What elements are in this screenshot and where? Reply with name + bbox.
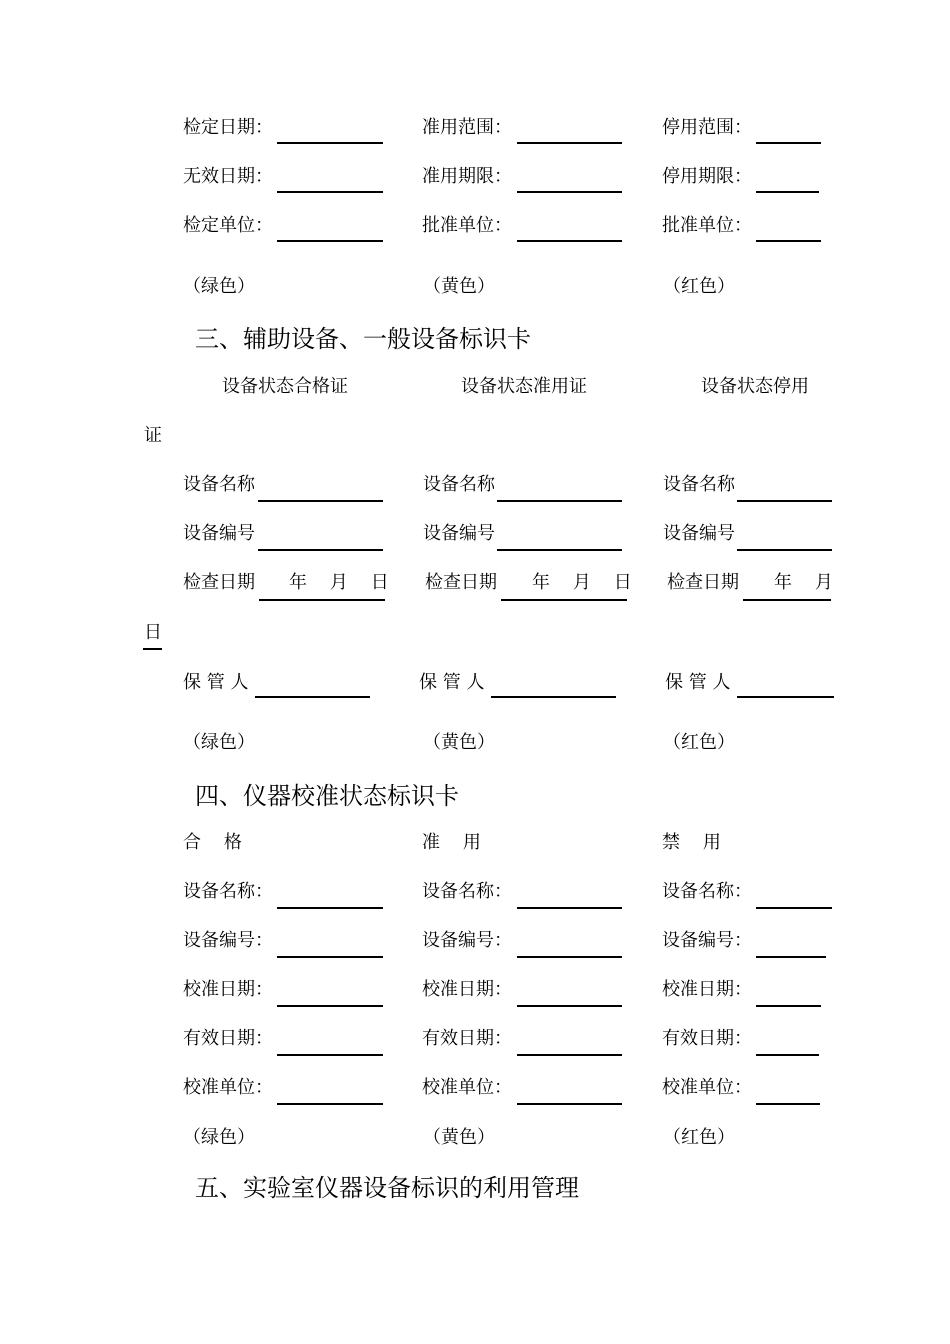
sec3-keeper-label-2: 保 管 人 bbox=[665, 672, 731, 693]
sec3-check-date-value-2: 年 月 bbox=[774, 572, 833, 593]
sec2-col3-field-2: 批准单位： bbox=[662, 215, 752, 236]
sec3-heading: 三、辅助设备、一般设备标识卡 bbox=[195, 325, 531, 353]
sec4-col3-field-3: 有效日期： bbox=[662, 1028, 752, 1049]
sec3-check-date-line-2[interactable] bbox=[743, 599, 831, 601]
sec3-name-label-2: 设备名称 bbox=[663, 474, 735, 495]
sec2-col2-field-0: 准用范围： bbox=[422, 117, 512, 138]
sec3-check-date-label-0: 检查日期 bbox=[183, 572, 255, 593]
sec4-col1-field-3: 有效日期： bbox=[183, 1028, 273, 1049]
sec2-col2-field-2: 批准单位： bbox=[422, 215, 512, 236]
sec2-col3-field-1: 停用期限： bbox=[662, 166, 752, 187]
sec4-col3-line-0[interactable] bbox=[756, 907, 832, 909]
sec3-number-line-0[interactable] bbox=[258, 549, 383, 551]
sec2-col1-line-1[interactable] bbox=[277, 191, 383, 193]
sec2-col1-field-1: 无效日期： bbox=[183, 166, 273, 187]
sec3-name-label-0: 设备名称 bbox=[183, 474, 255, 495]
sec3-keeper-line-2[interactable] bbox=[737, 696, 834, 698]
sec3-keeper-label-1: 保 管 人 bbox=[419, 672, 485, 693]
sec4-col2-field-0: 设备名称： bbox=[422, 881, 512, 902]
sec4-col3-line-1[interactable] bbox=[756, 956, 826, 958]
sec3-title-wrap: 证 bbox=[144, 425, 162, 446]
sec4-heading: 四、仪器校准状态标识卡 bbox=[195, 782, 459, 810]
sec3-date-wrap-line[interactable] bbox=[143, 648, 162, 650]
sec3-name-label-1: 设备名称 bbox=[423, 474, 495, 495]
sec3-color-red: （红色） bbox=[663, 732, 735, 753]
sec3-color-yellow: （黄色） bbox=[423, 732, 495, 753]
sec4-col2-line-2[interactable] bbox=[517, 1005, 622, 1007]
sec2-col3-field-0: 停用范围： bbox=[662, 117, 752, 138]
sec3-name-line-2[interactable] bbox=[737, 500, 832, 502]
sec3-check-date-line-0[interactable] bbox=[259, 599, 385, 601]
sec4-card-title-2: 禁 用 bbox=[662, 832, 721, 853]
sec3-check-date-value-0: 年 月 日 bbox=[289, 572, 389, 593]
sec3-keeper-line-1[interactable] bbox=[491, 696, 616, 698]
sec4-col2-field-2: 校准日期： bbox=[422, 979, 512, 1000]
sec3-keeper-line-0[interactable] bbox=[255, 696, 370, 698]
sec2-col3-line-2[interactable] bbox=[756, 240, 821, 242]
sec2-color-red: （红色） bbox=[663, 276, 735, 297]
sec3-card-title-0: 设备状态合格证 bbox=[222, 376, 348, 397]
sec4-col1-field-4: 校准单位： bbox=[183, 1077, 273, 1098]
sec2-col2-line-0[interactable] bbox=[517, 142, 622, 144]
sec3-keeper-label-0: 保 管 人 bbox=[183, 672, 249, 693]
sec4-col2-field-3: 有效日期： bbox=[422, 1028, 512, 1049]
sec4-col1-line-4[interactable] bbox=[277, 1103, 383, 1105]
sec2-col2-field-1: 准用期限： bbox=[422, 166, 512, 187]
sec3-date-wrap: 日 bbox=[144, 622, 162, 643]
sec3-name-line-0[interactable] bbox=[258, 500, 383, 502]
sec2-color-green: （绿色） bbox=[183, 276, 255, 297]
sec4-col2-line-0[interactable] bbox=[517, 907, 622, 909]
sec3-number-label-1: 设备编号 bbox=[423, 523, 495, 544]
sec3-card-title-2: 设备状态停用 bbox=[701, 376, 809, 397]
sec4-col3-field-4: 校准单位： bbox=[662, 1077, 752, 1098]
sec4-col3-line-3[interactable] bbox=[756, 1054, 819, 1056]
sec4-col3-field-1: 设备编号： bbox=[662, 930, 752, 951]
sec4-col1-line-3[interactable] bbox=[277, 1054, 383, 1056]
sec3-number-line-1[interactable] bbox=[497, 549, 622, 551]
sec3-number-line-2[interactable] bbox=[737, 549, 832, 551]
sec2-col1-field-2: 检定单位： bbox=[183, 215, 273, 236]
sec3-number-label-0: 设备编号 bbox=[183, 523, 255, 544]
sec5-heading: 五、实验室仪器设备标识的利用管理 bbox=[195, 1174, 579, 1202]
sec2-col1-line-2[interactable] bbox=[277, 240, 383, 242]
sec3-check-date-label-2: 检查日期 bbox=[667, 572, 739, 593]
sec3-color-green: （绿色） bbox=[183, 732, 255, 753]
sec4-color-red: （红色） bbox=[663, 1127, 735, 1148]
sec4-col3-field-2: 校准日期： bbox=[662, 979, 752, 1000]
sec4-card-title-0: 合 格 bbox=[183, 832, 242, 853]
sec2-col2-line-1[interactable] bbox=[517, 191, 622, 193]
sec4-col3-field-0: 设备名称： bbox=[662, 881, 752, 902]
sec2-col1-field-0: 检定日期： bbox=[183, 117, 273, 138]
sec2-col2-line-2[interactable] bbox=[517, 240, 622, 242]
sec4-col2-line-4[interactable] bbox=[517, 1103, 622, 1105]
sec3-check-date-value-1: 年 月 日 bbox=[532, 572, 632, 593]
sec4-col3-line-4[interactable] bbox=[756, 1103, 820, 1105]
sec4-card-title-1: 准 用 bbox=[422, 832, 481, 853]
sec4-color-green: （绿色） bbox=[183, 1127, 255, 1148]
sec4-col2-line-3[interactable] bbox=[517, 1054, 622, 1056]
sec2-color-yellow: （黄色） bbox=[423, 276, 495, 297]
sec4-col2-field-4: 校准单位： bbox=[422, 1077, 512, 1098]
sec4-color-yellow: （黄色） bbox=[423, 1127, 495, 1148]
sec4-col3-line-2[interactable] bbox=[756, 1005, 821, 1007]
sec4-col1-field-0: 设备名称： bbox=[183, 881, 273, 902]
sec3-number-label-2: 设备编号 bbox=[663, 523, 735, 544]
sec2-col3-line-1[interactable] bbox=[756, 191, 819, 193]
sec3-check-date-label-1: 检查日期 bbox=[425, 572, 497, 593]
sec4-col1-line-2[interactable] bbox=[277, 1005, 383, 1007]
sec4-col1-field-1: 设备编号： bbox=[183, 930, 273, 951]
sec3-check-date-line-1[interactable] bbox=[501, 599, 627, 601]
sec2-col3-line-0[interactable] bbox=[756, 142, 821, 144]
sec2-col1-line-0[interactable] bbox=[277, 142, 383, 144]
sec4-col2-line-1[interactable] bbox=[517, 956, 622, 958]
sec4-col1-line-0[interactable] bbox=[277, 907, 383, 909]
sec3-card-title-1: 设备状态准用证 bbox=[461, 376, 587, 397]
sec4-col2-field-1: 设备编号： bbox=[422, 930, 512, 951]
sec4-col1-line-1[interactable] bbox=[277, 956, 383, 958]
sec4-col1-field-2: 校准日期： bbox=[183, 979, 273, 1000]
sec3-name-line-1[interactable] bbox=[497, 500, 622, 502]
